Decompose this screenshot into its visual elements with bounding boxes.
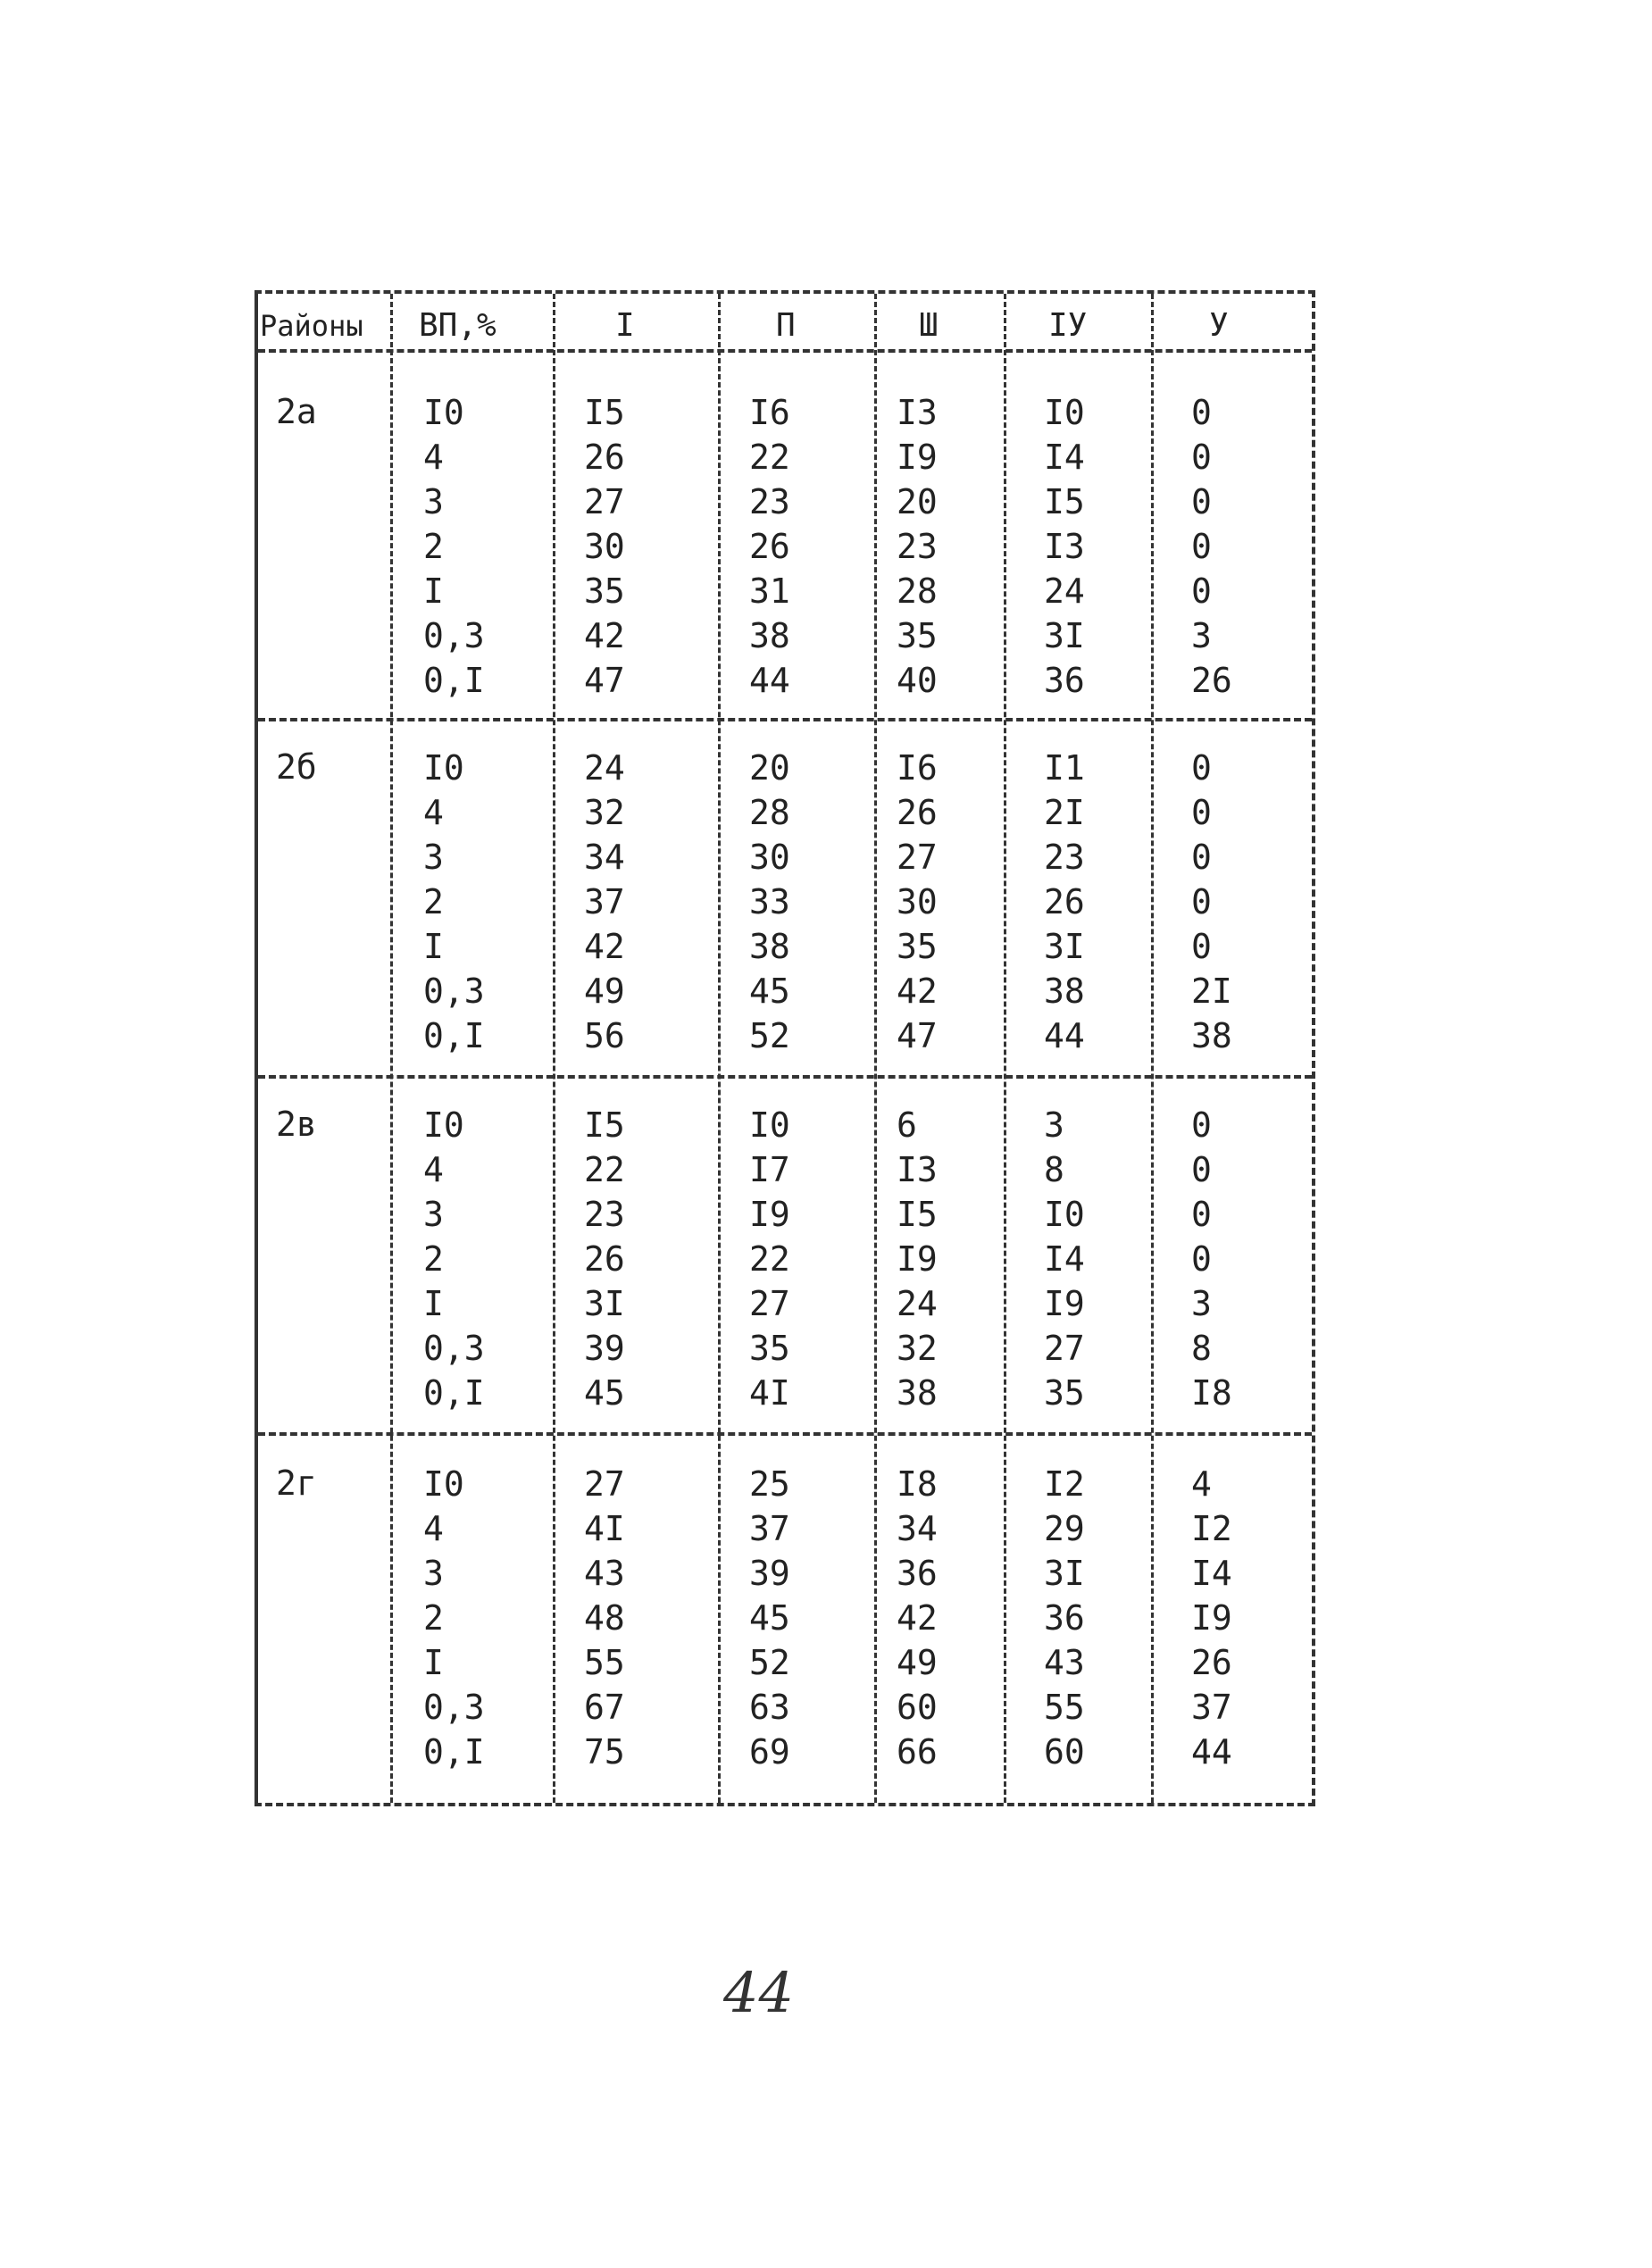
district-label: 2г: [276, 1463, 317, 1503]
cell-ii: I0: [749, 1105, 790, 1145]
cell-v: 0: [1191, 793, 1212, 832]
cell-iv: 8: [1044, 1150, 1064, 1189]
cell-ii: I7: [749, 1150, 790, 1189]
cell-v: 0: [1191, 527, 1212, 566]
cell-iii: 36: [897, 1554, 938, 1593]
cell-iv: 23: [1044, 838, 1085, 877]
cell-v: I8: [1191, 1373, 1232, 1413]
cell-iv: 3I: [1044, 616, 1085, 655]
cell-vp: 2: [423, 1239, 444, 1279]
cell-iii: I3: [897, 1150, 938, 1189]
cell-v: 0: [1191, 838, 1212, 877]
cell-ii: 52: [749, 1016, 790, 1055]
cell-iii: 6: [897, 1105, 917, 1145]
cell-vp: 3: [423, 1554, 444, 1593]
cell-iv: I9: [1044, 1284, 1085, 1323]
header-col-i: I: [615, 307, 635, 344]
cell-iii: 32: [897, 1329, 938, 1368]
cell-iii: I8: [897, 1464, 938, 1504]
group-divider: [258, 1432, 1312, 1436]
cell-iv: 29: [1044, 1509, 1085, 1548]
cell-vp: 0,3: [423, 616, 485, 655]
cell-ii: 37: [749, 1509, 790, 1548]
cell-i: 23: [584, 1195, 625, 1234]
cell-i: 34: [584, 838, 625, 877]
cell-v: 37: [1191, 1688, 1232, 1727]
cell-i: I5: [584, 1105, 625, 1145]
cell-vp: 0,I: [423, 1373, 485, 1413]
cell-iii: I3: [897, 393, 938, 432]
cell-iv: 35: [1044, 1373, 1085, 1413]
cell-v: 26: [1191, 661, 1232, 700]
cell-ii: 31: [749, 571, 790, 611]
cell-i: 42: [584, 616, 625, 655]
cell-i: 27: [584, 1464, 625, 1504]
cell-ii: 39: [749, 1554, 790, 1593]
cell-iii: 49: [897, 1643, 938, 1682]
cell-i: 26: [584, 438, 625, 477]
cell-vp: I0: [423, 393, 464, 432]
cell-i: 22: [584, 1150, 625, 1189]
cell-vp: 3: [423, 482, 444, 521]
cell-i: 39: [584, 1329, 625, 1368]
column-divider: [390, 294, 393, 1803]
cell-v: 0: [1191, 482, 1212, 521]
cell-i: 75: [584, 1732, 625, 1772]
cell-ii: 23: [749, 482, 790, 521]
cell-vp: 4: [423, 1150, 444, 1189]
cell-iv: 3I: [1044, 927, 1085, 966]
cell-iii: I9: [897, 438, 938, 477]
cell-i: 24: [584, 748, 625, 788]
cell-iii: 35: [897, 616, 938, 655]
cell-vp: 2: [423, 527, 444, 566]
cell-v: 4: [1191, 1464, 1212, 1504]
cell-iii: 30: [897, 882, 938, 921]
cell-iii: 23: [897, 527, 938, 566]
cell-ii: 38: [749, 927, 790, 966]
cell-iv: 55: [1044, 1688, 1085, 1727]
cell-ii: 69: [749, 1732, 790, 1772]
cell-i: 55: [584, 1643, 625, 1682]
cell-iv: 43: [1044, 1643, 1085, 1682]
cell-iv: 38: [1044, 971, 1085, 1011]
cell-iv: 2I: [1044, 793, 1085, 832]
cell-v: 0: [1191, 438, 1212, 477]
cell-v: 0: [1191, 1239, 1212, 1279]
cell-ii: I6: [749, 393, 790, 432]
cell-ii: 22: [749, 1239, 790, 1279]
column-divider: [718, 294, 721, 1803]
cell-iii: I6: [897, 748, 938, 788]
cell-iii: 40: [897, 661, 938, 700]
cell-i: 43: [584, 1554, 625, 1593]
cell-i: 49: [584, 971, 625, 1011]
cell-iii: I5: [897, 1195, 938, 1234]
district-label: 2б: [276, 747, 317, 787]
cell-ii: 63: [749, 1688, 790, 1727]
cell-vp: 4: [423, 793, 444, 832]
cell-ii: 30: [749, 838, 790, 877]
cell-v: 26: [1191, 1643, 1232, 1682]
column-divider: [1004, 294, 1006, 1803]
cell-ii: 28: [749, 793, 790, 832]
cell-ii: 44: [749, 661, 790, 700]
cell-vp: 3: [423, 1195, 444, 1234]
cell-vp: I: [423, 1284, 444, 1323]
cell-iv: I5: [1044, 482, 1085, 521]
cell-iv: 60: [1044, 1732, 1085, 1772]
cell-iv: I4: [1044, 1239, 1085, 1279]
cell-i: 48: [584, 1598, 625, 1638]
column-divider: [874, 294, 877, 1803]
cell-i: 56: [584, 1016, 625, 1055]
header-col-iv: IУ: [1048, 307, 1088, 344]
column-divider: [553, 294, 555, 1803]
cell-vp: I: [423, 571, 444, 611]
cell-v: 38: [1191, 1016, 1232, 1055]
cell-vp: 0,3: [423, 1329, 485, 1368]
group-divider: [258, 1075, 1312, 1079]
cell-ii: 52: [749, 1643, 790, 1682]
cell-iv: I2: [1044, 1464, 1085, 1504]
cell-i: 26: [584, 1239, 625, 1279]
cell-vp: 2: [423, 882, 444, 921]
cell-iv: 27: [1044, 1329, 1085, 1368]
cell-vp: 3: [423, 838, 444, 877]
cell-iv: 24: [1044, 571, 1085, 611]
cell-ii: 27: [749, 1284, 790, 1323]
cell-iii: 26: [897, 793, 938, 832]
cell-i: 37: [584, 882, 625, 921]
cell-ii: 38: [749, 616, 790, 655]
cell-v: 0: [1191, 1105, 1212, 1145]
cell-v: 3: [1191, 616, 1212, 655]
cell-v: 0: [1191, 1195, 1212, 1234]
column-divider: [1151, 294, 1154, 1803]
cell-iv: 36: [1044, 1598, 1085, 1638]
header-vp-percent: ВП,%: [419, 307, 496, 344]
cell-v: 0: [1191, 748, 1212, 788]
cell-v: I9: [1191, 1598, 1232, 1638]
data-table: [254, 290, 1315, 1806]
cell-iv: I4: [1044, 438, 1085, 477]
cell-iii: 35: [897, 927, 938, 966]
cell-iii: 20: [897, 482, 938, 521]
cell-iii: 47: [897, 1016, 938, 1055]
cell-v: 8: [1191, 1329, 1212, 1368]
cell-iii: 42: [897, 1598, 938, 1638]
cell-iv: I0: [1044, 1195, 1085, 1234]
cell-vp: I0: [423, 1105, 464, 1145]
cell-iv: I0: [1044, 393, 1085, 432]
cell-ii: 26: [749, 527, 790, 566]
cell-ii: 4I: [749, 1373, 790, 1413]
cell-vp: 0,3: [423, 971, 485, 1011]
header-col-iii: Ш: [919, 307, 939, 344]
cell-v: 44: [1191, 1732, 1232, 1772]
cell-iii: 34: [897, 1509, 938, 1548]
cell-ii: 25: [749, 1464, 790, 1504]
cell-iv: I1: [1044, 748, 1085, 788]
header-col-ii: П: [776, 307, 796, 344]
cell-i: 67: [584, 1688, 625, 1727]
cell-v: 0: [1191, 393, 1212, 432]
cell-i: 42: [584, 927, 625, 966]
cell-iii: 66: [897, 1732, 938, 1772]
cell-ii: 45: [749, 1598, 790, 1638]
cell-vp: 4: [423, 438, 444, 477]
cell-i: 45: [584, 1373, 625, 1413]
cell-v: I2: [1191, 1509, 1232, 1548]
page-number: 44: [723, 1960, 794, 2025]
cell-iv: 44: [1044, 1016, 1085, 1055]
header-col-v: У: [1209, 307, 1229, 344]
cell-iii: I9: [897, 1239, 938, 1279]
cell-iv: I3: [1044, 527, 1085, 566]
cell-iii: 38: [897, 1373, 938, 1413]
cell-v: 0: [1191, 927, 1212, 966]
cell-v: 0: [1191, 1150, 1212, 1189]
cell-iv: 3: [1044, 1105, 1064, 1145]
cell-vp: 4: [423, 1509, 444, 1548]
cell-vp: 2: [423, 1598, 444, 1638]
district-label: 2а: [276, 392, 317, 431]
cell-iv: 3I: [1044, 1554, 1085, 1593]
cell-vp: I0: [423, 1464, 464, 1504]
cell-i: 30: [584, 527, 625, 566]
cell-ii: 20: [749, 748, 790, 788]
cell-i: I5: [584, 393, 625, 432]
cell-iii: 60: [897, 1688, 938, 1727]
cell-vp: 0,I: [423, 1732, 485, 1772]
cell-iii: 42: [897, 971, 938, 1011]
cell-vp: 0,3: [423, 1688, 485, 1727]
cell-vp: I0: [423, 748, 464, 788]
cell-vp: 0,I: [423, 1016, 485, 1055]
cell-i: 4I: [584, 1509, 625, 1548]
cell-v: 2I: [1191, 971, 1232, 1011]
cell-v: 3: [1191, 1284, 1212, 1323]
cell-iii: 27: [897, 838, 938, 877]
cell-v: 0: [1191, 571, 1212, 611]
cell-vp: 0,I: [423, 661, 485, 700]
cell-i: 3I: [584, 1284, 625, 1323]
district-label: 2в: [276, 1105, 317, 1144]
cell-iv: 26: [1044, 882, 1085, 921]
cell-i: 47: [584, 661, 625, 700]
cell-vp: I: [423, 927, 444, 966]
header-districts: Районы: [260, 309, 363, 343]
cell-ii: 45: [749, 971, 790, 1011]
cell-ii: I9: [749, 1195, 790, 1234]
cell-i: 32: [584, 793, 625, 832]
cell-iii: 24: [897, 1284, 938, 1323]
cell-ii: 35: [749, 1329, 790, 1368]
group-divider: [258, 718, 1312, 721]
cell-v: I4: [1191, 1554, 1232, 1593]
cell-iii: 28: [897, 571, 938, 611]
cell-ii: 22: [749, 438, 790, 477]
cell-i: 27: [584, 482, 625, 521]
cell-ii: 33: [749, 882, 790, 921]
cell-vp: I: [423, 1643, 444, 1682]
cell-i: 35: [584, 571, 625, 611]
cell-v: 0: [1191, 882, 1212, 921]
cell-iv: 36: [1044, 661, 1085, 700]
